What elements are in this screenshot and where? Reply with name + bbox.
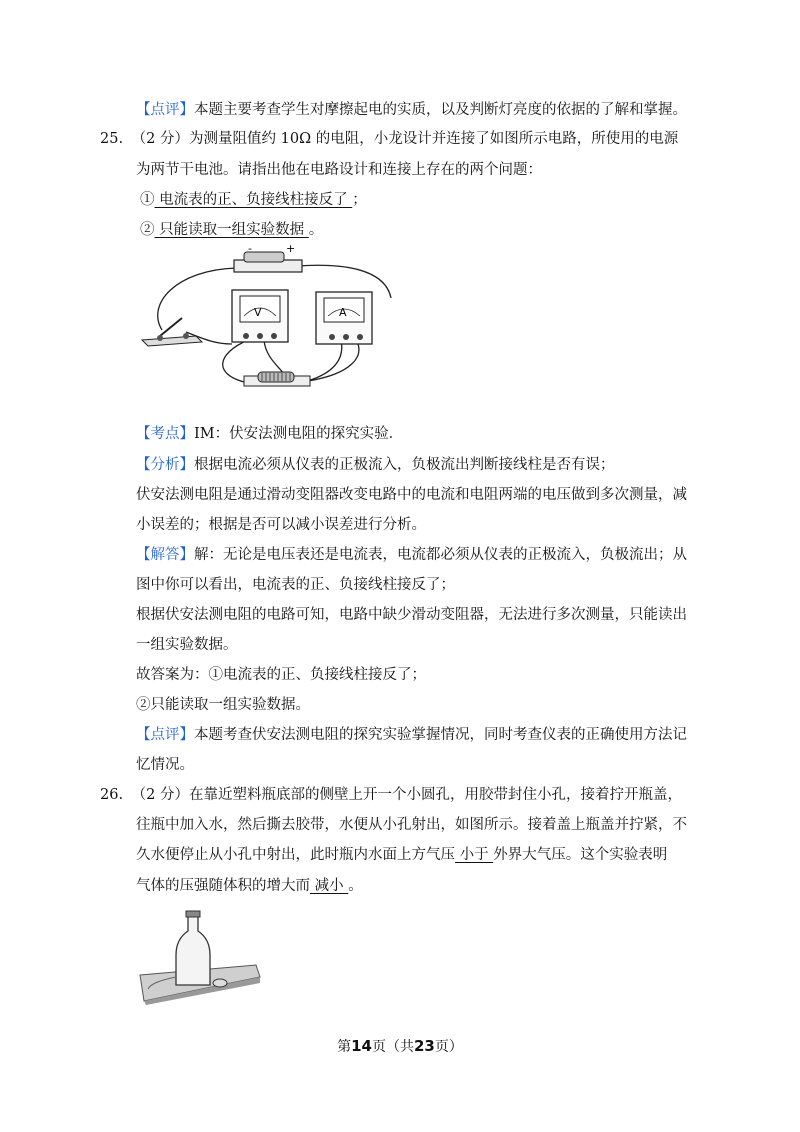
kaodian-tag: 【考点】 <box>136 426 194 442</box>
question-25-line-1 <box>100 129 678 149</box>
answer-1-blank: 电流表的正、负接线柱接反了 <box>154 192 353 208</box>
answer-marker: ① <box>140 192 155 208</box>
ammeter <box>316 292 372 344</box>
dianping-line-2: 忆情况。 <box>136 757 194 773</box>
ammeter-label: A <box>339 306 347 319</box>
footer-text: 第 <box>337 1039 352 1055</box>
question-punct: 。 <box>348 878 363 894</box>
jieda-line-5: 故答案为：①电流表的正、负接线柱接反了； <box>136 667 426 683</box>
question-number: 26. <box>100 787 124 803</box>
question-26-line-3 <box>136 845 667 865</box>
dianping-tag: 【点评】 <box>136 727 194 743</box>
battery-plus-label: + <box>286 244 296 255</box>
answer-punct: 。 <box>308 222 324 238</box>
answer-2-blank: 只能读取一组实验数据 <box>154 222 309 238</box>
page-total: 23 <box>414 1037 435 1055</box>
fenxi-tag: 【分析】 <box>136 457 194 473</box>
bottle-icon <box>176 915 210 985</box>
fenxi-line-3: 小误差的；根据是否可以减小误差进行分析。 <box>136 517 426 533</box>
review-text: 本题主要考查学生对摩擦起电的实质，以及判断灯亮度的依据的了解和掌握。 <box>194 102 687 118</box>
kaodian-line <box>136 424 403 444</box>
answer-marker: ② <box>140 222 155 238</box>
dianping-text: 本题考查伏安法测电阻的探究实验掌握情况，同时考查仪表的正确使用方法记 <box>194 727 687 743</box>
dianping-line-1 <box>136 725 687 745</box>
question-text: 外界大气压。这个实验表明 <box>493 847 668 863</box>
fenxi-line-1 <box>136 455 615 475</box>
jieda-line-4: 一组实验数据。 <box>136 637 238 653</box>
question-26-line-2: 往瓶中加入水，然后撕去胶带，水便从小孔射出，如图所示。接着盖上瓶盖并拧紧，不 <box>136 817 687 833</box>
answer-punct: ； <box>352 192 367 208</box>
jieda-tag: 【解答】 <box>136 547 194 563</box>
review-tag: 【点评】 <box>136 102 194 118</box>
page-number: 14 <box>351 1037 372 1055</box>
question-text: （2 分）为测量阻值约 10Ω 的电阻，小龙设计并连接了如图所示电路，所使用的电源 <box>131 131 679 147</box>
jieda-line-6: ②只能读取一组实验数据。 <box>136 697 310 713</box>
jieda-line-1 <box>136 545 687 565</box>
circuit-figure <box>136 244 426 394</box>
bottle-cap <box>213 979 227 987</box>
jieda-line-2: 图中你可以看出，电流表的正、负接线柱接反了； <box>136 577 455 593</box>
question-25-line-2: 为两节干电池。请指出他在电路设计和连接上存在的两个问题： <box>136 162 542 178</box>
question-number: 25. <box>100 131 124 147</box>
question-text: 久水便停止从小孔中射出，此时瓶内水面上方气压 <box>136 847 455 863</box>
fenxi-line-2: 伏安法测电阻是通过滑动变阻器改变电路中的电流和电阻两端的电压做到多次测量，减 <box>136 487 687 503</box>
voltmeter-label: V <box>254 306 262 319</box>
question-26-line-1 <box>100 785 682 805</box>
jieda-line-3: 根据伏安法测电阻的电路可知，电路中缺少滑动变阻器，无法进行多次测量，只能读出 <box>136 607 687 623</box>
switch <box>142 318 202 346</box>
question-text: （2 分）在靠近塑料瓶底部的侧壁上开一个小圆孔，用胶带封住小孔，接着拧开瓶盖， <box>131 787 683 803</box>
battery-minus-label: - <box>248 244 252 255</box>
answer-blank-less-than: 小于 <box>455 847 494 863</box>
voltmeter <box>232 290 288 342</box>
question-text: 气体的压强随体积的增大而 <box>136 878 310 894</box>
footer-text: 页（共 <box>372 1039 414 1055</box>
question-26-line-4 <box>136 876 363 896</box>
jieda-text: 解：无论是电压表还是电流表，电流都必须从仪表的正极流入，负极流出；从 <box>194 547 687 563</box>
kaodian-text: IM：伏安法测电阻的探究实验． <box>194 426 404 442</box>
resistor <box>244 372 310 386</box>
answer-2-line <box>140 220 323 240</box>
answer-blank-decrease: 减小 <box>310 878 349 894</box>
review-line-1 <box>136 100 687 120</box>
answer-1-line <box>140 190 367 210</box>
page-footer <box>0 1036 800 1056</box>
footer-text: 页） <box>434 1039 463 1055</box>
fenxi-text: 根据电流必须从仪表的正极流入，负极流出判断接线柱是否有误； <box>194 457 615 473</box>
bottle-figure <box>136 905 266 1005</box>
battery-box <box>234 244 302 272</box>
